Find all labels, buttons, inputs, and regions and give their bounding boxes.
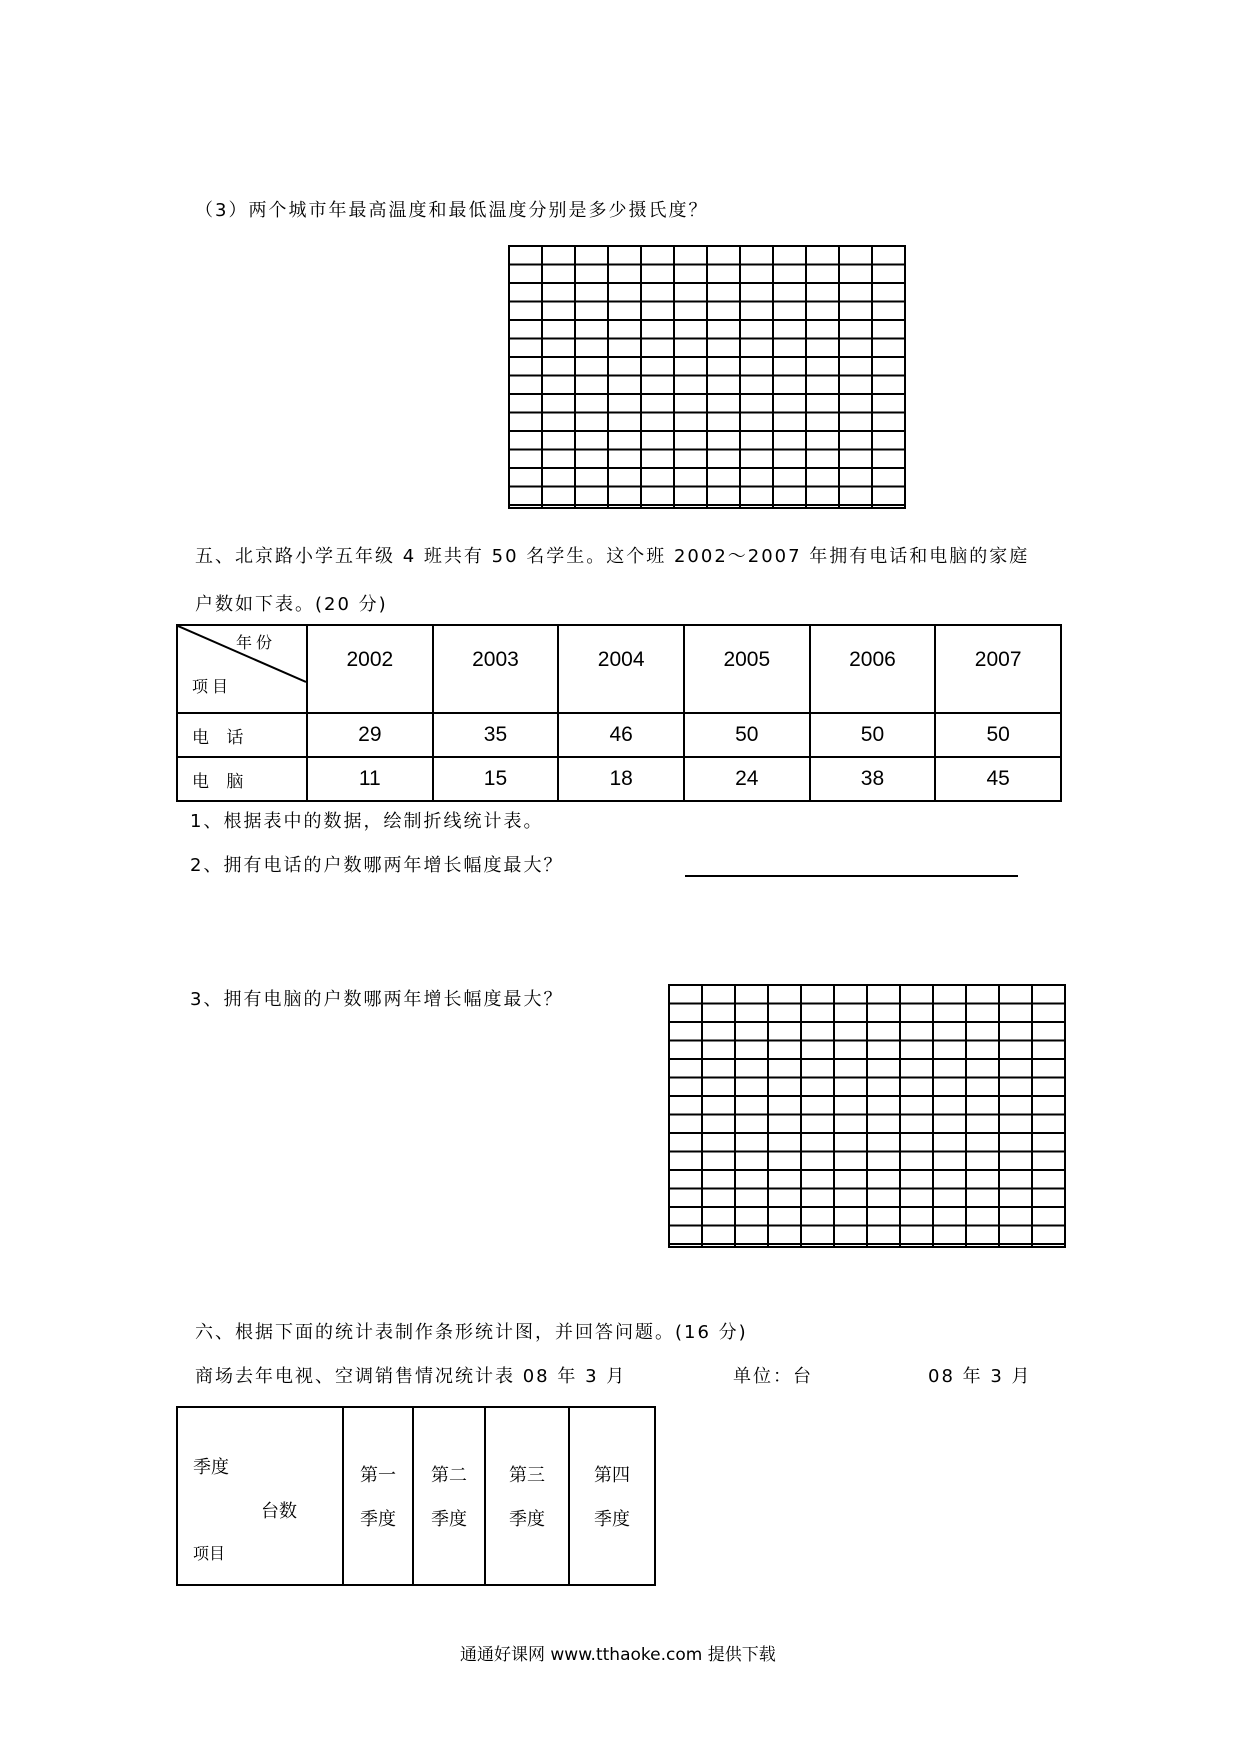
sales-table-caption-date: 08 年 3 月 xyxy=(928,1366,1032,1387)
table-cell: 24 xyxy=(684,757,810,801)
table-cell: 35 xyxy=(433,713,559,757)
sales-diagonal-header xyxy=(177,1407,343,1585)
quarter-header xyxy=(413,1407,485,1585)
sales-table-caption-title: 商场去年电视、空调销售情况统计表 08 年 3 月 xyxy=(195,1366,627,1387)
section-6-intro: 六、根据下面的统计表制作条形统计图，并回答问题。(16 分) xyxy=(195,1322,748,1343)
table-cell: 50 xyxy=(684,713,810,757)
table-cell: 11 xyxy=(307,757,433,801)
household-data-table xyxy=(176,624,1062,802)
quarter-line1: 第四 xyxy=(594,1465,630,1486)
table-cell: 15 xyxy=(433,757,559,801)
sales-table-caption-unit: 单位：台 xyxy=(733,1366,813,1387)
table-cell: 50 xyxy=(935,713,1061,757)
table-cell: 29 xyxy=(307,713,433,757)
blank-grid-1 xyxy=(508,245,906,509)
header-item-label: 项目 xyxy=(193,1544,226,1563)
header-count-label: 台数 xyxy=(261,1501,297,1522)
diagonal-header-cell xyxy=(177,625,307,713)
quarter-line1: 第二 xyxy=(431,1465,467,1486)
table-cell: 46 xyxy=(558,713,684,757)
footer-text: 通通好课网 www.tthaoke.com 提供下载 xyxy=(460,1645,776,1665)
quarter-line2: 季度 xyxy=(594,1509,630,1530)
header-year-label: 年份 xyxy=(236,635,277,652)
table-row-phone xyxy=(177,713,1061,757)
row-label-computer: 电 脑 xyxy=(177,757,307,801)
quarter-header xyxy=(485,1407,569,1585)
table-cell: 38 xyxy=(810,757,936,801)
table-cell: 50 xyxy=(810,713,936,757)
section-5-intro-line1: 五、北京路小学五年级 4 班共有 50 名学生。这个班 2002～2007 年拥有电话和电脑的家庭 xyxy=(195,546,1030,567)
year-header: 2007 xyxy=(935,625,1061,713)
table-row-computer xyxy=(177,757,1061,801)
section-5-question-2: 2、拥有电话的户数哪两年增长幅度最大？ xyxy=(190,855,564,876)
year-header: 2006 xyxy=(810,625,936,713)
answer-line[interactable] xyxy=(685,875,1018,877)
section-5-intro-line2: 户数如下表。(20 分) xyxy=(195,594,388,615)
section-5-question-1: 1、根据表中的数据，绘制折线统计表。 xyxy=(190,811,544,832)
table-cell: 45 xyxy=(935,757,1061,801)
header-item-label: 项目 xyxy=(192,679,233,696)
quarter-line1: 第一 xyxy=(360,1465,396,1486)
header-season-label: 季度 xyxy=(193,1457,229,1478)
year-header: 2005 xyxy=(684,625,810,713)
question-3-text: （3）两个城市年最高温度和最低温度分别是多少摄氏度？ xyxy=(195,200,709,221)
quarter-header xyxy=(569,1407,655,1585)
year-header: 2002 xyxy=(307,625,433,713)
row-label-phone: 电 话 xyxy=(177,713,307,757)
quarter-line2: 季度 xyxy=(431,1509,467,1530)
section-5-question-3: 3、拥有电脑的户数哪两年增长幅度最大？ xyxy=(190,989,564,1010)
quarter-line2: 季度 xyxy=(509,1509,545,1530)
sales-stat-table xyxy=(176,1406,656,1586)
quarter-header xyxy=(343,1407,413,1585)
quarter-line2: 季度 xyxy=(360,1509,396,1530)
year-header: 2004 xyxy=(558,625,684,713)
year-header: 2003 xyxy=(433,625,559,713)
table-cell: 18 xyxy=(558,757,684,801)
quarter-line1: 第三 xyxy=(509,1465,545,1486)
blank-grid-2 xyxy=(668,984,1066,1248)
